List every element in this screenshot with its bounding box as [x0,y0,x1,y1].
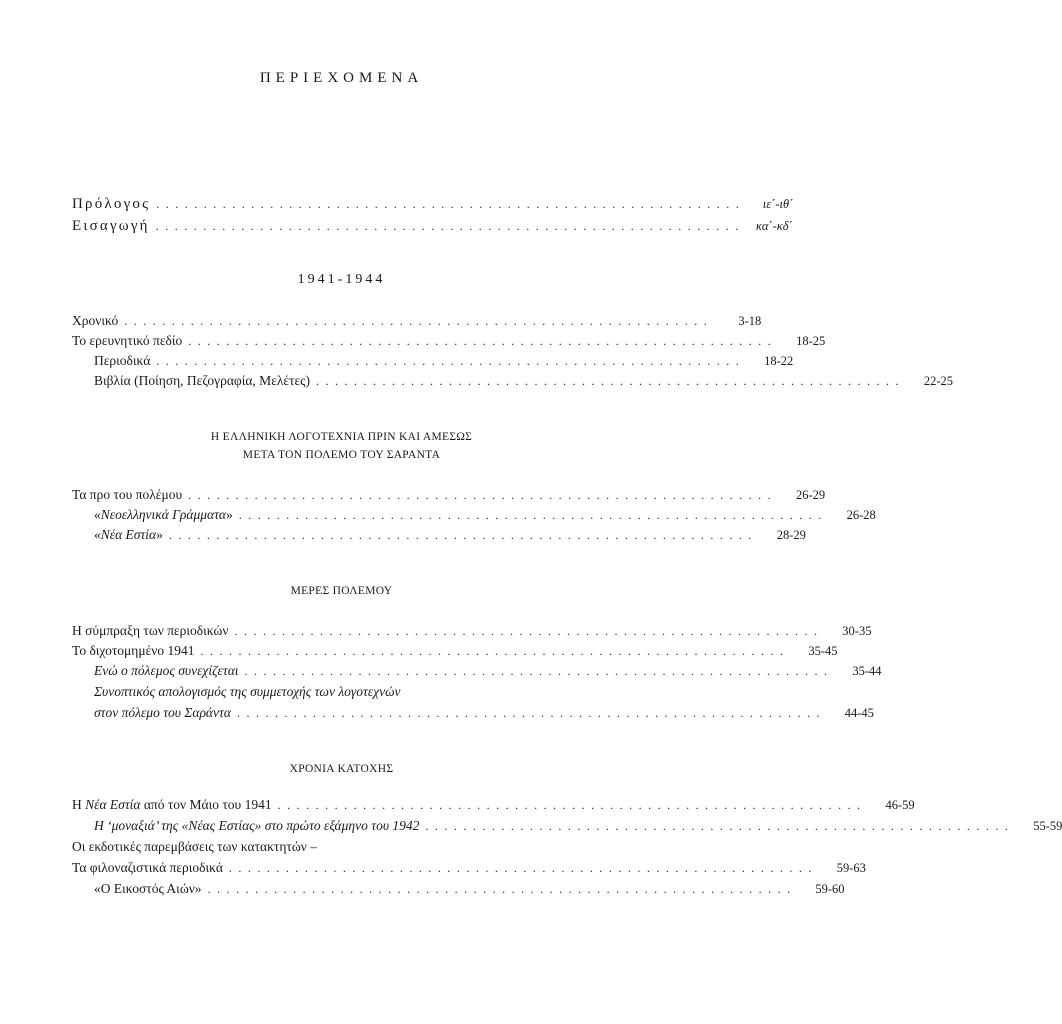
dot-leader: .............................................................. [155,219,745,233]
toc-entry-introduction[interactable] [72,218,793,238]
dot-leader: .............................................................. [124,314,714,328]
entry-label: Συνοπτικός απολογισμός της συμμετοχής των λογοτεχνών [94,684,401,699]
toc-entry[interactable] [94,507,876,527]
section-title: ΜΕΡΕΣ ΠΟΛΕΜΟΥ [290,585,393,597]
entry-label: Η σύμπραξη των περιοδικών [72,623,229,638]
entry-pages: 46-59 [885,798,915,812]
toc-entry-prologue[interactable] [72,196,794,216]
section-title-line: Η ΕΛΛΗΝΙΚΗ ΛΟΓΟΤΕΧΝΙΑ ΠΡΙΝ ΚΑΙ ΑΜΕΣΩΣ [210,431,473,443]
toc-entry[interactable] [94,881,845,901]
entry-pages: κα΄-κδ΄ [755,219,793,233]
entry-pages: 18-22 [764,354,794,368]
toc-entry[interactable] [72,797,915,817]
entry-pages: 44-45 [844,706,874,720]
dot-leader: .............................................................. [156,354,746,368]
entry-pages: 59-63 [836,861,866,875]
section-title: 1941-1944 [297,272,386,287]
entry-label: Τα φιλοναζιστικά περιοδικά [72,860,223,875]
entry-label: Η Νέα Εστία από τον Μάιο του 1941 [72,797,272,812]
toc-entry[interactable] [94,373,954,393]
dot-leader: .............................................................. [188,488,778,502]
toc-entry[interactable] [72,860,866,880]
dot-leader: .............................................................. [316,374,906,388]
entry-label: «Νέα Εστία» [94,527,163,542]
entry-label: Ενώ ο πόλεμος συνεχίζεται [94,663,239,678]
toc-entry-line [94,684,608,704]
dot-leader: .............................................................. [188,334,778,348]
toc-entry[interactable] [72,643,838,663]
toc-entry[interactable] [94,705,874,725]
section-title [0,428,683,464]
entry-pages: 22-25 [923,374,954,388]
entry-pages: 59-60 [815,882,845,896]
entry-label: Το διχοτομημένο 1941 [72,643,195,658]
entry-label: Το ερευνητικό πεδίο [72,333,183,348]
toc-entry[interactable] [72,333,826,353]
toc-entry-line [72,839,608,859]
entry-label: στον πόλεμο του Σαράντα [94,705,231,720]
entry-pages: 28-29 [776,528,806,542]
toc-entry[interactable] [94,527,806,547]
dot-leader: .............................................................. [228,861,818,875]
toc-entry[interactable] [72,487,826,507]
entry-pages: 30-35 [842,624,872,638]
entry-pages: 3-18 [738,314,762,328]
toc-entry[interactable] [94,353,794,373]
entry-label: «Ο Εικοστός Αιών» [94,881,202,896]
entry-pages: 26-28 [846,508,876,522]
dot-leader: .............................................................. [168,528,758,542]
page-title: ΠΕΡΙΕΧΟΜΕΝΑ [259,70,424,86]
dot-leader: .............................................................. [425,819,1015,833]
entry-pages: 55-59 [1033,819,1062,833]
dot-leader: .............................................................. [207,882,797,896]
entry-pages: 35-45 [808,644,838,658]
entry-pages: 18-25 [796,334,826,348]
entry-label: Η ‘μοναξιά’ της «Νέας Εστίας» στο πρώτο εξάμηνο του 1942 [94,818,420,833]
entry-label: «Νεοελληνικά Γράμματα» [94,507,233,522]
entry-pages: 26-29 [795,488,826,502]
dot-leader: .............................................................. [234,624,824,638]
toc-entry[interactable] [94,818,1062,838]
entry-label: Χρονικό [72,313,119,328]
section-title-line: ΜΕΤΑ ΤΟΝ ΠΟΛΕΜΟ ΤΟΥ ΣΑΡΑΝΤΑ [242,449,441,461]
entry-label: Πρόλογος [72,196,151,212]
dot-leader: .............................................................. [277,798,867,812]
entry-label: Εισαγωγή [72,218,150,234]
toc-entry[interactable] [72,313,762,333]
toc-entry[interactable] [94,663,882,683]
toc-entry[interactable] [72,623,872,643]
section-title: ΧΡΟΝΙΑ ΚΑΤΟΧΗΣ [289,763,394,775]
dot-leader: .............................................................. [200,644,790,658]
dot-leader: .............................................................. [236,706,826,720]
entry-pages: 35-44 [852,664,882,678]
dot-leader: .............................................................. [156,197,746,211]
dot-leader: .............................................................. [238,508,828,522]
entry-pages: ιε΄-ιθ΄ [762,197,794,211]
entry-label: Βιβλία (Ποίηση, Πεζογραφία, Μελέτες) [94,373,311,388]
entry-label: Τα προ του πολέμου [72,487,183,502]
dot-leader: .............................................................. [244,664,834,678]
entry-label: Περιοδικά [94,353,151,368]
entry-label: Οι εκδοτικές παρεμβάσεις των κατακτητών – [72,839,317,854]
